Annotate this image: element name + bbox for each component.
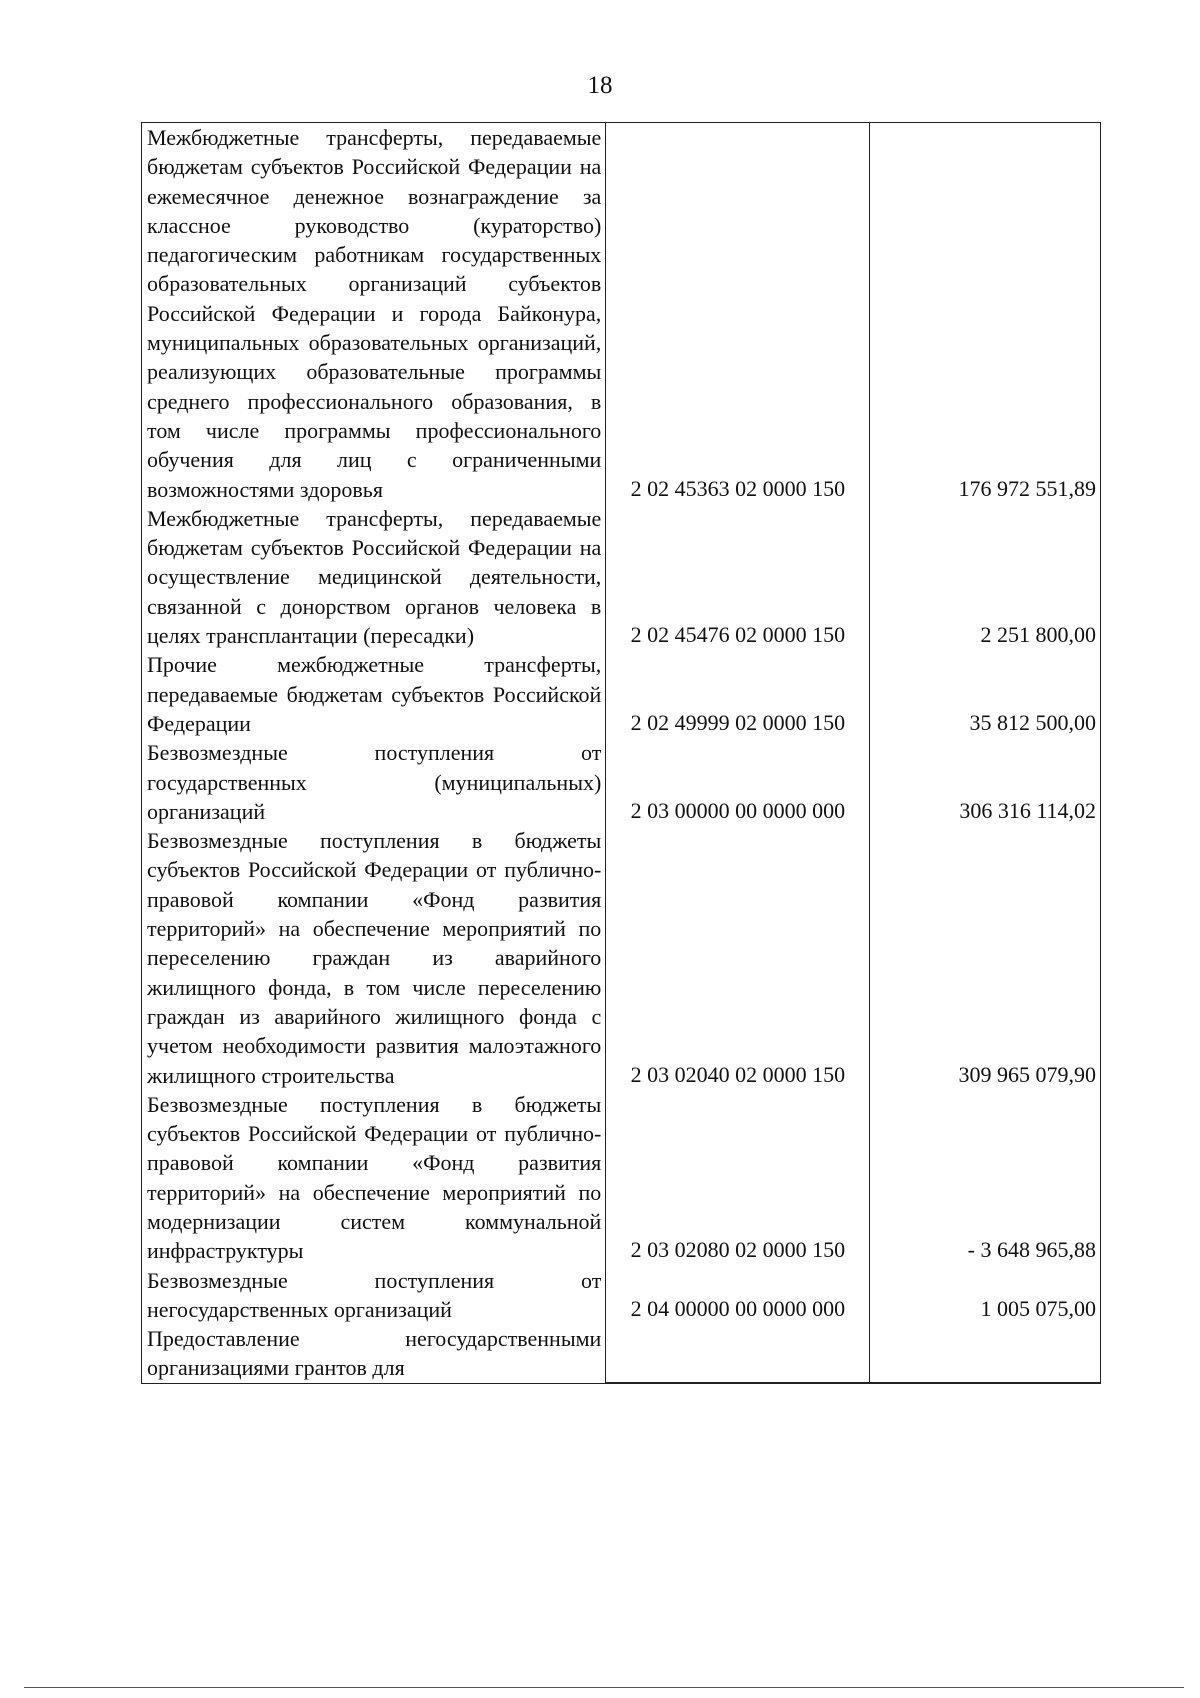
revenue-name-cell (142, 123, 606, 504)
classification-code: 2 04 00000 00 0000 000 (630, 1295, 846, 1321)
classification-code: 2 02 45363 02 0000 150 (630, 475, 846, 501)
amount: 2 251 800,00 (980, 622, 1096, 648)
classification-code-cell (606, 504, 870, 650)
amount: 309 965 079,90 (958, 1061, 1096, 1087)
amount-cell (870, 504, 1101, 650)
revenue-name: Безвозмездные поступления в бюджеты субъектов Российской Федерации от публично-правовой компании «Фонд развития территорий» на обеспечение мероприятий по модернизации систем коммунальной инфраструктуры (147, 1091, 602, 1264)
classification-code-cell (606, 1324, 870, 1383)
amount: 35 812 500,00 (969, 709, 1096, 735)
amount: 306 316 114,02 (959, 797, 1096, 823)
classification-code: 2 03 00000 00 0000 000 (630, 797, 846, 823)
amount-cell (870, 738, 1101, 826)
revenue-name-cell (142, 738, 606, 826)
budget-revenue-table (141, 122, 1101, 1384)
revenue-name-cell (142, 504, 606, 650)
amount (870, 1381, 1096, 1382)
revenue-name-cell (142, 1324, 606, 1383)
revenue-name-cell (142, 1090, 606, 1266)
table-row (142, 123, 1101, 504)
revenue-name: Безвозмездные поступления в бюджеты субъектов Российской Федерации от публично-правовой компании «Фонд развития территорий» на обеспечение мероприятий по переселению граждан из аварийного жилищного фонда, в том числе переселению граждан из аварийного жилищного фонда с учетом необходимости развития малоэтажного жилищного строительства (147, 828, 602, 1088)
table-row (142, 1266, 1101, 1325)
table-row (142, 1324, 1101, 1383)
revenue-name: Прочие межбюджетные трансферты, передаваемые бюджетам субъектов Российской Федерации (147, 652, 602, 736)
classification-code: 2 02 45476 02 0000 150 (630, 622, 846, 648)
scan-edge-line (24, 1687, 1184, 1688)
amount-cell (870, 1324, 1101, 1383)
classification-code-cell (606, 738, 870, 826)
classification-code-cell (606, 826, 870, 1090)
revenue-name-cell (142, 650, 606, 738)
classification-code-cell (606, 123, 870, 504)
classification-code-cell (606, 650, 870, 738)
amount-cell (870, 650, 1101, 738)
classification-code: 2 02 49999 02 0000 150 (630, 709, 846, 735)
classification-code (606, 1381, 869, 1382)
revenue-name-cell (142, 1266, 606, 1325)
amount-cell (870, 123, 1101, 504)
table-row (142, 1090, 1101, 1266)
amount: 176 972 551,89 (958, 475, 1096, 501)
table-row (142, 826, 1101, 1090)
amount-cell (870, 1266, 1101, 1325)
revenue-name-cell (142, 826, 606, 1090)
amount-cell (870, 1090, 1101, 1266)
table-row (142, 650, 1101, 738)
revenue-name: Предоставление негосударственными организациями грантов для (147, 1326, 602, 1381)
table-row (142, 738, 1101, 826)
revenue-name: Межбюджетные трансферты, передаваемые бюджетам субъектов Российской Федерации на осуществление медицинской деятельности, связанной с донорством органов человека в целях трансплантации (пересадки) (147, 505, 602, 649)
amount: - 3 648 965,88 (967, 1237, 1096, 1263)
amount: 1 005 075,00 (980, 1295, 1096, 1321)
revenue-name: Безвозмездные поступления от негосударственных организаций (147, 1267, 602, 1322)
revenue-name: Безвозмездные поступления от государственных (муниципальных) организаций (147, 740, 602, 824)
classification-code: 2 03 02040 02 0000 150 (630, 1061, 846, 1087)
table-row (142, 504, 1101, 650)
revenue-name: Межбюджетные трансферты, передаваемые бюджетам субъектов Российской Федерации на ежемесячное денежное вознаграждение за классное руководство (кураторство) педагогическим работникам государственных образовательных организаций субъектов Российской Федерации и города Байконура, муниципальных образовательных организаций, реализующих образовательные программы среднего профессионального образования, в том числе программы профессионального обучения для лиц с ограниченными возможностями здоровья (147, 125, 602, 502)
classification-code-cell (606, 1266, 870, 1325)
amount-cell (870, 826, 1101, 1090)
page-number: 18 (587, 72, 613, 99)
classification-code-cell (606, 1090, 870, 1266)
classification-code: 2 03 02080 02 0000 150 (630, 1237, 846, 1263)
